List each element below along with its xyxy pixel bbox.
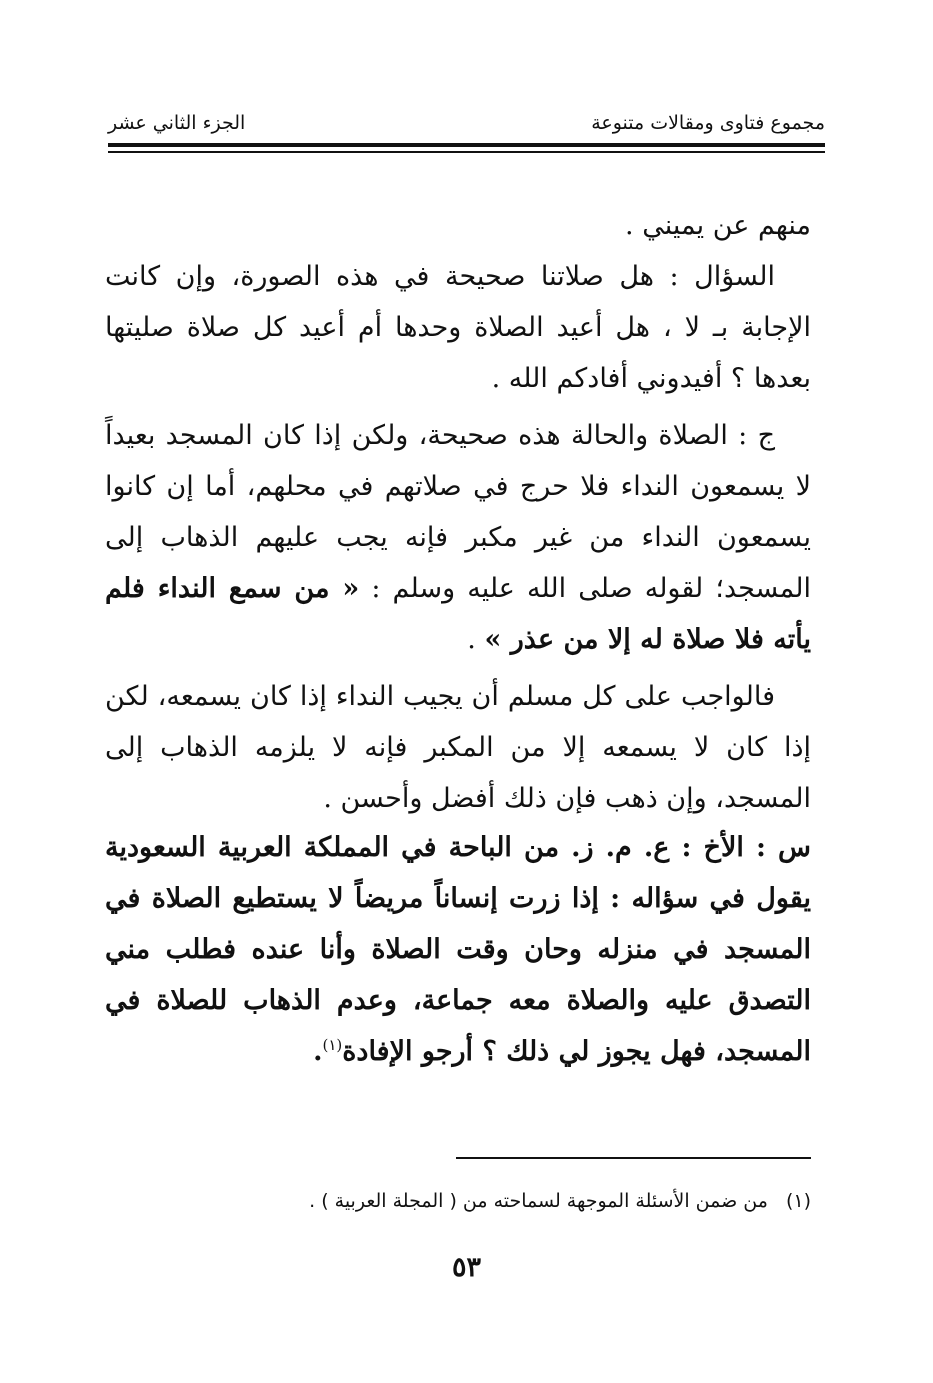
volume-title: الجزء الثاني عشر bbox=[108, 112, 246, 134]
question-end: . bbox=[313, 1036, 323, 1067]
new-question bbox=[105, 822, 811, 1077]
question-paragraph bbox=[105, 822, 811, 1077]
paragraph-answer bbox=[105, 410, 811, 665]
footnote bbox=[105, 1186, 811, 1216]
answer-text: ج : الصلاة والحالة هذه صحيحة، ولكن إذا كان المسجد بعيداً لا يسمعون النداء فلا حرج في صلاتهم في محلهم، أما إن كانوا يسمعون النداء من غير مكبر فإنه يجب عليهم الذهاب إلى المسجد؛ لقوله صلى الله عليه وسلم : bbox=[105, 420, 811, 604]
header-rule-thick bbox=[108, 143, 825, 147]
book-title: مجموع فتاوى ومقالات متنوعة bbox=[591, 112, 825, 134]
page-number: ٥٣ bbox=[451, 1252, 481, 1283]
header-rule-thin bbox=[108, 151, 825, 153]
question-text: س : الأخ : ع. م. ز. من الباحة في المملكة العربية السعودية يقول في سؤاله : إذا زرت إنساناً مريضاً لا يستطيع الصلاة في المسجد في منزله وحان وقت الصلاة وأنا عنده فطلب مني التصدق عليه والصلاة معه جماعة، وعدم الذهاب للصلاة في المسجد، فهل يجوز لي ذلك ؟ أرجو الإفادة bbox=[105, 832, 811, 1067]
main-text bbox=[105, 200, 811, 824]
hadith-quote: « من سمع النداء فلم يأته فلا صلاة له إلا من عذر » bbox=[105, 573, 811, 655]
footnote-number: (١) bbox=[785, 1190, 811, 1212]
paragraph-conclusion: فالواجب على كل مسلم أن يجيب النداء إذا كان يسمعه، لكن إذا كان لا يسمعه إلا من المكبر فإنه لا يلزمه الذهاب إلى المسجد، وإن ذهب فإن ذلك أفضل وأحسن . bbox=[105, 681, 811, 814]
footnote-reference[interactable]: (١) bbox=[322, 1036, 343, 1054]
answer-end: . bbox=[467, 624, 485, 655]
paragraph-continuation: منهم عن يميني . bbox=[625, 210, 811, 241]
paragraph-question: السؤال : هل صلاتنا صحيحة في هذه الصورة، وإن كانت الإجابة بـ لا ، هل أعيد الصلاة وحدها أم أعيد كل صلاة صليتها بعدها ؟ أفيدوني أفادكم الله . bbox=[105, 261, 811, 394]
running-header bbox=[108, 112, 825, 142]
footnote-rule bbox=[456, 1157, 811, 1159]
footnote-text: من ضمن الأسئلة الموجهة لسماحته من ( المجلة العربية ) . bbox=[309, 1190, 768, 1212]
